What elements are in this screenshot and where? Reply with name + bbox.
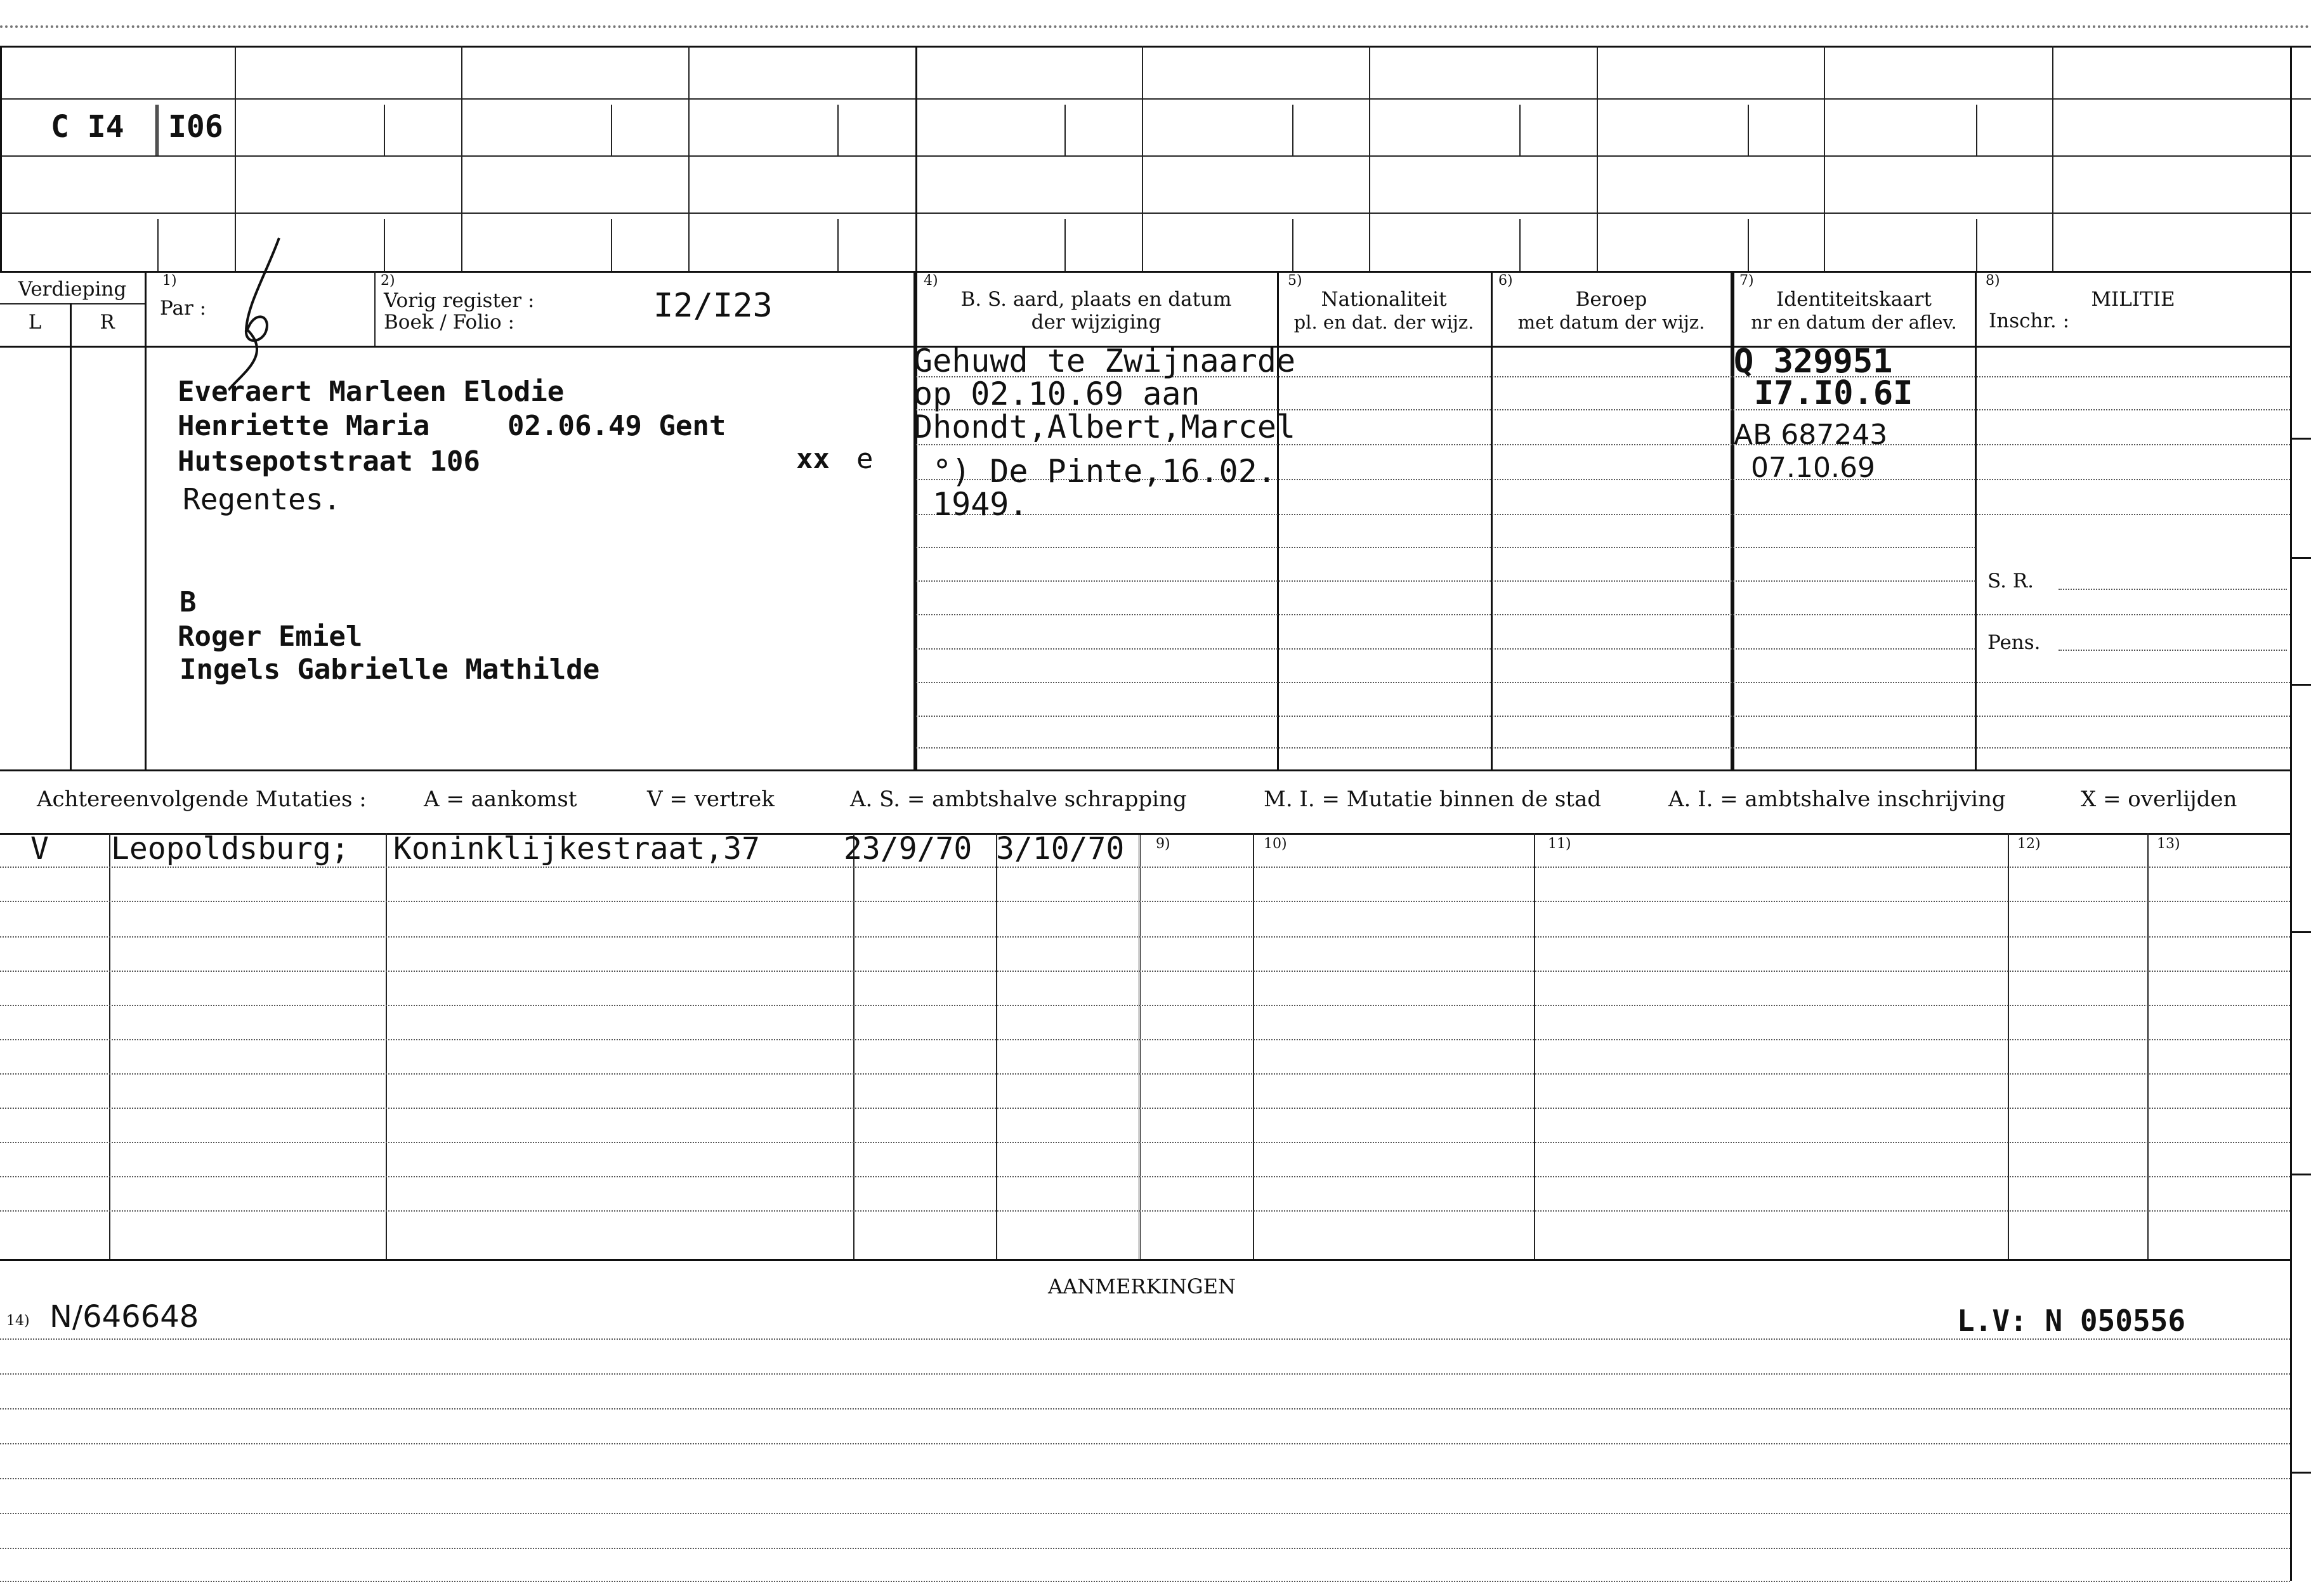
mutation-row-line	[0, 1108, 2290, 1109]
mutation-row-line	[0, 1073, 2290, 1075]
code-block-2: I06	[168, 109, 223, 145]
mutation-col	[109, 833, 110, 1259]
mutation-row-line	[0, 1005, 2290, 1006]
top-grid-subcol	[1292, 219, 1293, 271]
identiteitskaart-line1: Identiteitskaart	[1776, 288, 1932, 311]
row-guide	[916, 716, 2290, 717]
mutation-date-2: 3/10/70	[996, 831, 1125, 867]
mutation-place: Leopoldsburg;	[111, 831, 350, 867]
par-col-line	[374, 271, 376, 346]
mutation-row-line	[0, 1176, 2290, 1177]
top-grid-bottom	[0, 271, 2311, 273]
militie-header: MILITIE	[2091, 288, 2175, 311]
remarks-reference: N/646648	[49, 1299, 199, 1335]
verdieping-col-line	[145, 271, 147, 769]
col-number: 4)	[924, 273, 938, 289]
mutation-row-line	[0, 1039, 2290, 1040]
margin-tick	[2291, 438, 2311, 440]
bs-header-line1: B. S. aard, plaats en datum	[960, 288, 1232, 311]
mutation-col	[1139, 833, 1144, 1259]
margin-tick	[2291, 1472, 2311, 1474]
top-grid-border	[0, 46, 2311, 48]
par-label: Par :	[160, 297, 207, 320]
mutation-col-number: 9)	[1156, 836, 1170, 852]
civil-status-line: 1949.	[933, 486, 1028, 523]
margin-tick	[2291, 684, 2311, 686]
mutation-col	[996, 833, 997, 1259]
margin-tick	[2291, 931, 2311, 933]
mutations-title: Achtereenvolgende Mutaties :	[37, 787, 367, 812]
mutation-row-line	[0, 971, 2290, 972]
sr-line	[2059, 589, 2287, 590]
mutation-col-number: 11)	[1548, 836, 1571, 852]
id-card-date-new: 07.10.69	[1751, 452, 1875, 484]
remarks-number: 14)	[6, 1313, 30, 1329]
legend-mutatie-binnen-stad: M. I. = Mutatie binnen de stad	[1264, 787, 1601, 812]
pens-line	[2059, 650, 2287, 651]
mutation-row-line	[0, 1210, 2290, 1212]
mutation-col-number: 10)	[1264, 836, 1287, 852]
legend-vertrek: V = vertrek	[647, 787, 775, 812]
top-grid-col	[2052, 46, 2053, 271]
top-grid-subcol	[1519, 105, 1521, 155]
top-grid-line	[0, 98, 2311, 100]
identiteitskaart-line2: nr en datum der aflev.	[1751, 311, 1957, 333]
remarks-line	[0, 1408, 2290, 1410]
mutation-row-line	[0, 936, 2290, 938]
person-address: Hutsepotstraat 106	[178, 445, 480, 478]
parents-label: B	[180, 586, 197, 618]
code-block-1: C I4	[51, 109, 124, 145]
beroep-col-line	[1491, 271, 1493, 769]
pens-label: Pens.	[1987, 631, 2041, 654]
id-card-date: I7.I0.6I	[1754, 374, 1913, 412]
top-grid-subcol	[1748, 219, 1749, 271]
beroep-line1: Beroep	[1575, 288, 1647, 311]
nationaliteit-line2: pl. en dat. der wijz.	[1293, 311, 1474, 333]
vorig-register-value: I2/I23	[653, 287, 773, 325]
boek-folio-label: Boek / Folio :	[384, 311, 514, 334]
mutation-type: V	[30, 831, 49, 867]
top-grid-subcol	[611, 219, 612, 271]
top-grid-subcol	[1064, 219, 1066, 271]
legend-aankomst: A = aankomst	[424, 787, 577, 812]
remarks-line	[0, 1338, 2290, 1340]
col-number: 5)	[1288, 273, 1302, 289]
mutation-col-number: 13)	[2157, 836, 2180, 852]
top-grid-subcol	[837, 105, 839, 155]
person-status-letter: e	[856, 443, 874, 475]
col-number: 6)	[1498, 273, 1513, 289]
father-name: Roger Emiel	[178, 620, 363, 653]
top-grid-col	[688, 46, 690, 271]
id-card-number: Q 329951	[1734, 343, 1893, 381]
person-name: Everaert Marleen Elodie	[178, 376, 565, 408]
civil-status-line: op 02.10.69 aan	[913, 376, 1200, 412]
mutation-col	[1253, 833, 1254, 1259]
mutation-col	[1534, 833, 1535, 1259]
vorig-register-label: Vorig register :	[384, 289, 535, 312]
verdieping-col-line	[70, 303, 72, 769]
top-grid-col	[0, 46, 2, 271]
remarks-line	[0, 1548, 2290, 1549]
mutation-row-line	[0, 867, 2290, 868]
top-grid-subcol	[384, 219, 385, 271]
person-status-mark: xx	[796, 443, 830, 475]
top-grid-subcol	[837, 219, 839, 271]
row-guide	[916, 648, 1975, 650]
top-grid-subcol	[1976, 105, 1977, 155]
mutation-col	[2147, 833, 2149, 1259]
mother-name: Ingels Gabrielle Mathilde	[180, 653, 600, 686]
col-r-header: R	[100, 311, 115, 334]
row-guide	[916, 747, 2290, 749]
civil-status-line: °) De Pinte,16.02.	[933, 453, 1276, 490]
top-grid-subcol	[611, 105, 612, 155]
mutation-date-1: 23/9/70	[844, 831, 972, 867]
col-l-header: L	[28, 311, 42, 334]
par-handwritten-mark	[228, 235, 298, 393]
mutation-row-line	[0, 901, 2290, 902]
row-guide	[916, 682, 2290, 683]
margin-tick	[2291, 1174, 2311, 1175]
col-number: 2)	[381, 273, 395, 289]
top-grid-col	[1824, 46, 1825, 271]
mutation-col	[386, 833, 387, 1259]
body-bottom	[0, 769, 2290, 771]
top-grid-subcol	[157, 105, 159, 155]
row-guide	[916, 614, 2290, 615]
militie-col-line	[1975, 271, 1977, 769]
top-grid-col	[1369, 46, 1370, 271]
row-guide	[916, 514, 2290, 515]
top-grid-col	[915, 46, 917, 271]
top-grid-line	[0, 213, 2311, 214]
top-grid-col	[1142, 46, 1143, 271]
remarks-line	[0, 1513, 2290, 1514]
scan-top-edge	[0, 25, 2311, 28]
top-grid-col	[2290, 46, 2292, 1581]
mutation-col	[2008, 833, 2009, 1259]
top-grid-line	[0, 155, 2311, 157]
id-card-number-new: AB 687243	[1734, 419, 1888, 451]
inschr-label: Inschr. :	[1989, 310, 2070, 332]
top-grid-subcol	[1519, 219, 1521, 271]
top-grid-subcol	[1292, 105, 1293, 155]
legend-ambtshalve-inschrijving: A. I. = ambtshalve inschrijving	[1668, 787, 2006, 812]
mutation-col	[853, 833, 854, 1259]
mutations-bottom	[0, 1259, 2290, 1261]
top-grid-subcol	[1748, 105, 1749, 155]
remarks-line	[0, 1581, 2290, 1582]
remarks-lv-number: L.V: N 050556	[1957, 1304, 2186, 1338]
margin-tick	[2291, 557, 2311, 559]
top-grid-subcol	[1064, 105, 1066, 155]
mutation-col-number: 12)	[2017, 836, 2041, 852]
verdieping-split	[0, 303, 145, 304]
remarks-title: AANMERKINGEN	[1048, 1274, 1236, 1298]
beroep-line2: met datum der wijz.	[1517, 311, 1705, 333]
nationaliteit-line1: Nationaliteit	[1321, 288, 1447, 311]
col-number: 8)	[1986, 273, 2000, 289]
person-occupation: Regentes.	[183, 482, 341, 516]
remarks-line	[0, 1478, 2290, 1479]
code-divider	[155, 105, 157, 155]
remarks-line	[0, 1443, 2290, 1444]
civil-status-line: Dhondt,Albert,Marcel	[913, 409, 1296, 445]
mutation-row-line	[0, 1142, 2290, 1143]
verdieping-header: Verdieping	[18, 278, 127, 301]
civil-status-line: Gehuwd te Zwijnaarde	[913, 343, 1296, 379]
mutation-street: Koninklijkestraat,37	[393, 831, 760, 867]
top-grid-subcol	[157, 219, 159, 271]
person-given-names: Henriette Maria	[178, 410, 430, 442]
top-grid-col	[461, 46, 462, 271]
bs-header-line2: der wijziging	[1031, 311, 1162, 334]
col-number: 1)	[162, 273, 177, 289]
person-birth: 02.06.49 Gent	[507, 410, 726, 442]
col-number: 7)	[1739, 273, 1754, 289]
legend-ambtshalve-schrapping: A. S. = ambtshalve schrapping	[850, 787, 1187, 812]
top-grid-subcol	[384, 105, 385, 155]
top-grid-subcol	[1976, 219, 1977, 271]
remarks-line	[0, 1373, 2290, 1375]
top-grid-col	[1597, 46, 1598, 271]
row-guide	[916, 580, 1975, 582]
legend-overlijden: X = overlijden	[2081, 787, 2237, 812]
sr-label: S. R.	[1987, 570, 2034, 592]
row-guide	[916, 547, 1975, 548]
